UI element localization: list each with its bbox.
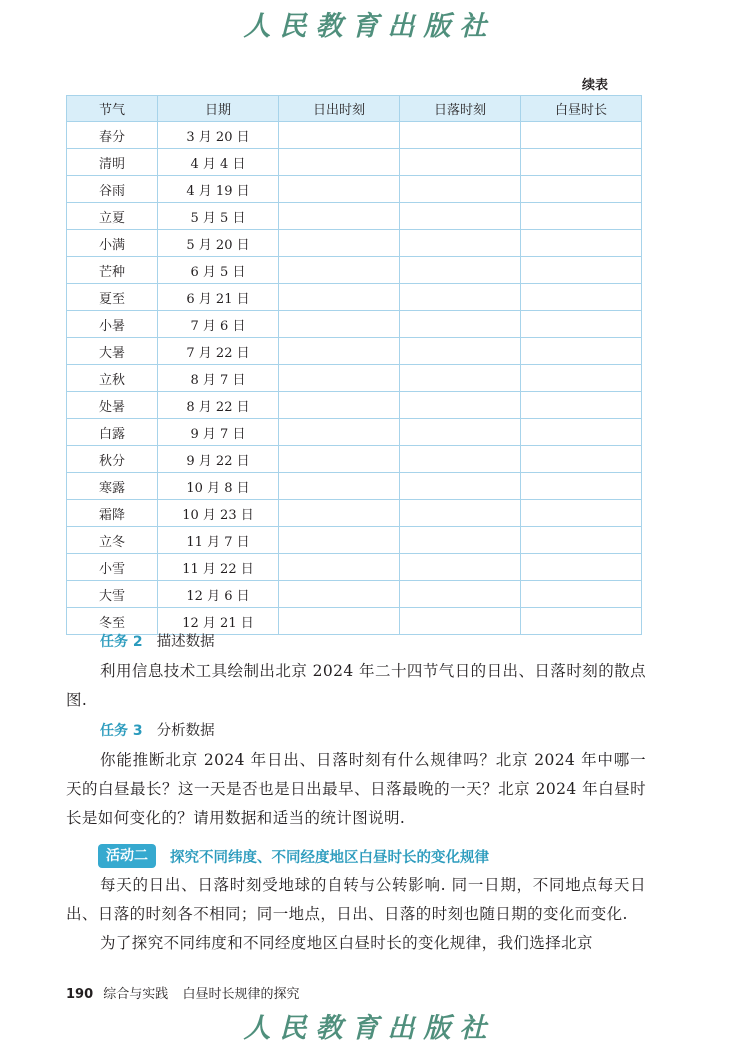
table-row [67, 203, 642, 230]
date-cell: 12 月 6 日 [158, 581, 279, 608]
sunset-cell [400, 338, 521, 365]
table-row [67, 176, 642, 203]
task2-title: 描述数据 [156, 634, 215, 650]
sunrise-cell [279, 311, 400, 338]
daylight-cell [521, 230, 642, 257]
solar-term-cell: 小雪 [67, 554, 158, 581]
sunset-cell [400, 284, 521, 311]
table-row [67, 581, 642, 608]
date-cell: 4 月 4 日 [158, 149, 279, 176]
header-date: 日期 [158, 96, 279, 122]
sunrise-cell [279, 338, 400, 365]
daylight-cell [521, 473, 642, 500]
date-cell: 5 月 20 日 [158, 230, 279, 257]
footer-topic: 白昼时长规律的探究 [182, 987, 300, 1002]
daylight-cell [521, 365, 642, 392]
date-cell: 11 月 22 日 [158, 554, 279, 581]
table-row [67, 446, 642, 473]
solar-term-cell: 芒种 [67, 257, 158, 284]
task3-text: 你能推断北京 2024 年日出、日落时刻有什么规律吗？北京 2024 年中哪一天的白昼最长？这一天是否也是日出最早、日落最晚的一天？北京 2024 年白昼时长是如何变化的？请用数据和适当的统计图说明. [66, 751, 646, 827]
daylight-cell [521, 203, 642, 230]
sunrise-cell [279, 230, 400, 257]
header-solar-term: 节气 [67, 96, 158, 122]
table-row [67, 527, 642, 554]
daylight-cell [521, 581, 642, 608]
publisher-logo-top: 人民教育出版社 [243, 11, 496, 42]
task2-heading [66, 627, 646, 657]
task3-heading [66, 716, 646, 746]
daylight-cell [521, 392, 642, 419]
continued-table-label: 续表 [582, 78, 609, 93]
solar-term-cell: 小满 [67, 230, 158, 257]
daylight-cell [521, 554, 642, 581]
table-header-row [67, 96, 642, 122]
date-cell: 8 月 22 日 [158, 392, 279, 419]
daylight-cell [521, 176, 642, 203]
daylight-cell [521, 419, 642, 446]
table-row [67, 500, 642, 527]
sunset-cell [400, 473, 521, 500]
task3-title: 分析数据 [156, 723, 215, 739]
table-row [67, 122, 642, 149]
daylight-cell [521, 149, 642, 176]
date-cell: 7 月 22 日 [158, 338, 279, 365]
sunrise-cell [279, 122, 400, 149]
table-row [67, 284, 642, 311]
daylight-cell [521, 284, 642, 311]
date-cell: 11 月 7 日 [158, 527, 279, 554]
daylight-cell [521, 527, 642, 554]
task2-section [66, 627, 646, 715]
task2-text: 利用信息技术工具绘制出北京 2024 年二十四节气日的日出、日落时刻的散点图. [66, 662, 646, 709]
sunrise-cell [279, 284, 400, 311]
sunset-cell [400, 149, 521, 176]
date-cell: 6 月 5 日 [158, 257, 279, 284]
solar-term-cell: 大雪 [67, 581, 158, 608]
activity2-badge: 活动二 [98, 844, 156, 868]
sunset-cell [400, 311, 521, 338]
daylight-cell [521, 311, 642, 338]
solar-term-cell: 冬至 [67, 608, 158, 635]
solar-term-cell: 立夏 [67, 203, 158, 230]
sunset-cell [400, 365, 521, 392]
table-row [67, 311, 642, 338]
solar-term-cell: 霜降 [67, 500, 158, 527]
daylight-cell [521, 257, 642, 284]
sunrise-cell [279, 392, 400, 419]
table-row [67, 338, 642, 365]
sunrise-cell [279, 473, 400, 500]
sunrise-cell [279, 257, 400, 284]
date-cell: 8 月 7 日 [158, 365, 279, 392]
solar-term-cell: 处暑 [67, 392, 158, 419]
solar-term-cell: 小暑 [67, 311, 158, 338]
table-row [67, 554, 642, 581]
sunset-cell [400, 203, 521, 230]
solar-term-cell: 春分 [67, 122, 158, 149]
header-sunset-time: 日落时刻 [400, 96, 521, 122]
sunset-cell [400, 500, 521, 527]
sunrise-cell [279, 581, 400, 608]
activity2-paragraph-2: 为了探究不同纬度和不同经度地区白昼时长的变化规律，我们选择北京 [100, 934, 593, 952]
header-daylight-duration: 白昼时长 [521, 96, 642, 122]
table-row [67, 365, 642, 392]
sunset-cell [400, 230, 521, 257]
date-cell: 6 月 21 日 [158, 284, 279, 311]
date-cell: 10 月 23 日 [158, 500, 279, 527]
sunset-cell [400, 392, 521, 419]
solar-term-cell: 大暑 [67, 338, 158, 365]
daylight-cell [521, 500, 642, 527]
date-cell: 7 月 6 日 [158, 311, 279, 338]
date-cell: 5 月 5 日 [158, 203, 279, 230]
date-cell: 9 月 22 日 [158, 446, 279, 473]
solar-term-cell: 立秋 [67, 365, 158, 392]
page-footer [66, 983, 299, 1002]
sunset-cell [400, 554, 521, 581]
date-cell: 9 月 7 日 [158, 419, 279, 446]
sunset-cell [400, 176, 521, 203]
solar-term-cell: 夏至 [67, 284, 158, 311]
footer-section: 综合与实践 [103, 987, 169, 1002]
sunrise-cell [279, 446, 400, 473]
solar-term-cell: 秋分 [67, 446, 158, 473]
sunrise-cell [279, 527, 400, 554]
sunrise-cell [279, 203, 400, 230]
table-row [67, 392, 642, 419]
daylight-cell [521, 338, 642, 365]
date-cell: 3 月 20 日 [158, 122, 279, 149]
activity2-paragraph-1: 每天的日出、日落时刻受地球的自转与公转影响. 同一日期，不同地点每天日出、日落的时刻各不相同；同一地点，日出、日落的时刻也随日期的变化而变化. [66, 876, 646, 923]
sunrise-cell [279, 176, 400, 203]
sunset-cell [400, 122, 521, 149]
task2-number: 任务 2 [100, 634, 143, 650]
activity2-title: 探究不同纬度、不同经度地区白昼时长的变化规律 [170, 849, 489, 866]
date-cell: 4 月 19 日 [158, 176, 279, 203]
header-sunrise-time: 日出时刻 [279, 96, 400, 122]
sunset-cell [400, 446, 521, 473]
solar-terms-table [66, 95, 642, 635]
activity2-heading [98, 844, 489, 868]
date-cell: 10 月 8 日 [158, 473, 279, 500]
sunset-cell [400, 527, 521, 554]
table-row [67, 230, 642, 257]
sunrise-cell [279, 365, 400, 392]
sunset-cell [400, 257, 521, 284]
daylight-cell [521, 122, 642, 149]
sunrise-cell [279, 500, 400, 527]
task3-section [66, 716, 646, 833]
sunset-cell [400, 581, 521, 608]
page-number: 190 [66, 987, 94, 1002]
solar-term-cell: 立冬 [67, 527, 158, 554]
solar-term-cell: 谷雨 [67, 176, 158, 203]
solar-term-cell: 寒露 [67, 473, 158, 500]
sunrise-cell [279, 554, 400, 581]
sunrise-cell [279, 419, 400, 446]
sunrise-cell [279, 149, 400, 176]
table-row [67, 419, 642, 446]
solar-term-cell: 白露 [67, 419, 158, 446]
task3-number: 任务 3 [100, 723, 143, 739]
table-row [67, 473, 642, 500]
sunset-cell [400, 419, 521, 446]
table-row [67, 149, 642, 176]
activity2-body [66, 871, 646, 958]
table-row [67, 257, 642, 284]
publisher-logo-bottom: 人民教育出版社 [243, 1013, 496, 1044]
solar-term-cell: 清明 [67, 149, 158, 176]
date-cell: 12 月 21 日 [158, 608, 279, 635]
daylight-cell [521, 446, 642, 473]
